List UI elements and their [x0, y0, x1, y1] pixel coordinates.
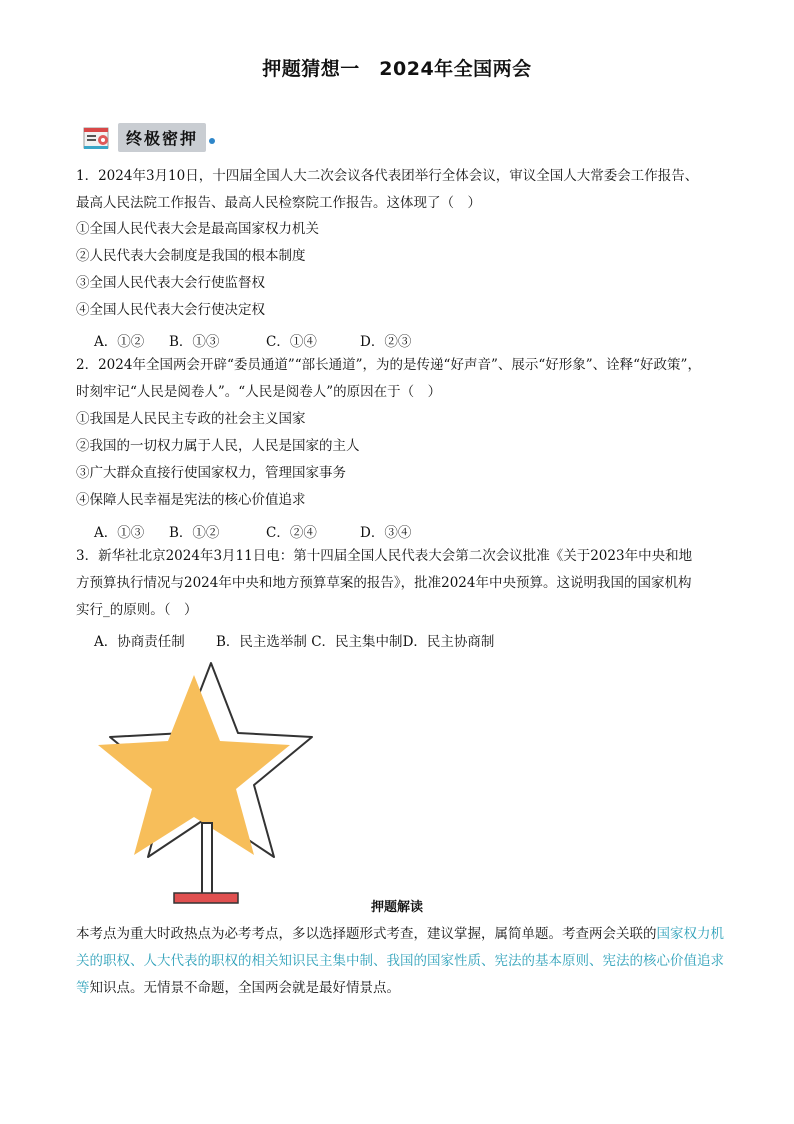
q1-option-a[interactable]: A．①② [94, 334, 145, 350]
interpretation-highlight: 国家权力机关的职权、人大代表的职权的相关知识民主集中制、我国的国家性质、宪法的基本原则、宪法的核心价值追求等 [76, 926, 724, 996]
q2-stem-line1: 2．2024年全国两会开辟“委员通道”“部长通道”，为的是传递“好声音”、展示“好形象”、诠释“好政策”， [76, 357, 701, 373]
interpretation-paragraph [76, 921, 726, 1002]
q2-option-a[interactable]: A．①③ [94, 525, 145, 541]
q3-option-a[interactable]: A．协商责任制 [94, 634, 185, 650]
q2-statement-1: ①我国是人民民主专政的社会主义国家 [76, 411, 306, 427]
q1-options [94, 330, 411, 350]
book-icon [82, 122, 112, 152]
q1-stem-line2: 最高人民法院工作报告、最高人民检察院工作报告。这体现了（ ） [76, 195, 481, 211]
q1-option-d[interactable]: D．②③ [360, 334, 412, 350]
star-trophy-icon [96, 655, 336, 915]
q2-option-c[interactable]: C．②④ [266, 525, 317, 541]
q1-option-c[interactable]: C．①④ [266, 334, 317, 350]
q3-stem-line3: 实行_的原则。（ ） [76, 602, 198, 618]
banner-label: 终极密押 [118, 123, 206, 152]
q3-stem-line2: 方预算执行情况与2024年中央和地方预算草案的报告》，批准2024年中央预算。这说明我国的国家机构 [76, 575, 692, 591]
q3-options [94, 630, 494, 650]
q3-option-d[interactable]: D．民主协商制 [402, 634, 495, 650]
q3-stem-line1: 3．新华社北京2024年3月11日电：第十四届全国人民代表大会第二次会议批准《关于2023年中央和地 [76, 548, 693, 564]
q3-option-c[interactable]: C．民主集中制 [311, 634, 403, 650]
q2-statement-4: ④保障人民幸福是宪法的核心价值追求 [76, 492, 306, 508]
q2-statement-2: ②我国的一切权力属于人民，人民是国家的主人 [76, 438, 360, 454]
q1-option-b[interactable]: B．①③ [169, 334, 220, 350]
q2-option-b[interactable]: B．①② [169, 525, 220, 541]
q1-statement-1: ①全国人民代表大会是最高国家权力机关 [76, 221, 319, 237]
q1-statement-4: ④全国人民代表大会行使决定权 [76, 302, 265, 318]
section-banner [82, 120, 215, 154]
q2-options [94, 521, 411, 541]
dot-icon [209, 138, 215, 144]
q2-option-d[interactable]: D．③④ [360, 525, 412, 541]
interpretation-text-2: 知识点。无情景不命题，全国两会就是最好情景点。 [89, 980, 400, 996]
page-title: 押题猜想一 2024年全国两会 [262, 58, 532, 80]
interpretation-title: 押题解读 [370, 900, 423, 915]
q2-statement-3: ③广大群众直接行使国家权力，管理国家事务 [76, 465, 346, 481]
q1-statement-3: ③全国人民代表大会行使监督权 [76, 275, 265, 291]
q1-stem-line1: 1．2024年3月10日，十四届全国人大二次会议各代表团举行全体会议，审议全国人大常委会工作报告、 [76, 168, 699, 184]
q3-option-b[interactable]: B．民主选举制 [216, 634, 307, 650]
interpretation-text-1: 本考点为重大时政热点为必考考点，多以选择题形式考查，建议掌握，属简单题。考查两会关联的 [76, 926, 657, 942]
q1-statement-2: ②人民代表大会制度是我国的根本制度 [76, 248, 306, 264]
q2-stem-line2: 时刻牢记“人民是阅卷人”。“人民是阅卷人”的原因在于（ ） [76, 384, 442, 400]
